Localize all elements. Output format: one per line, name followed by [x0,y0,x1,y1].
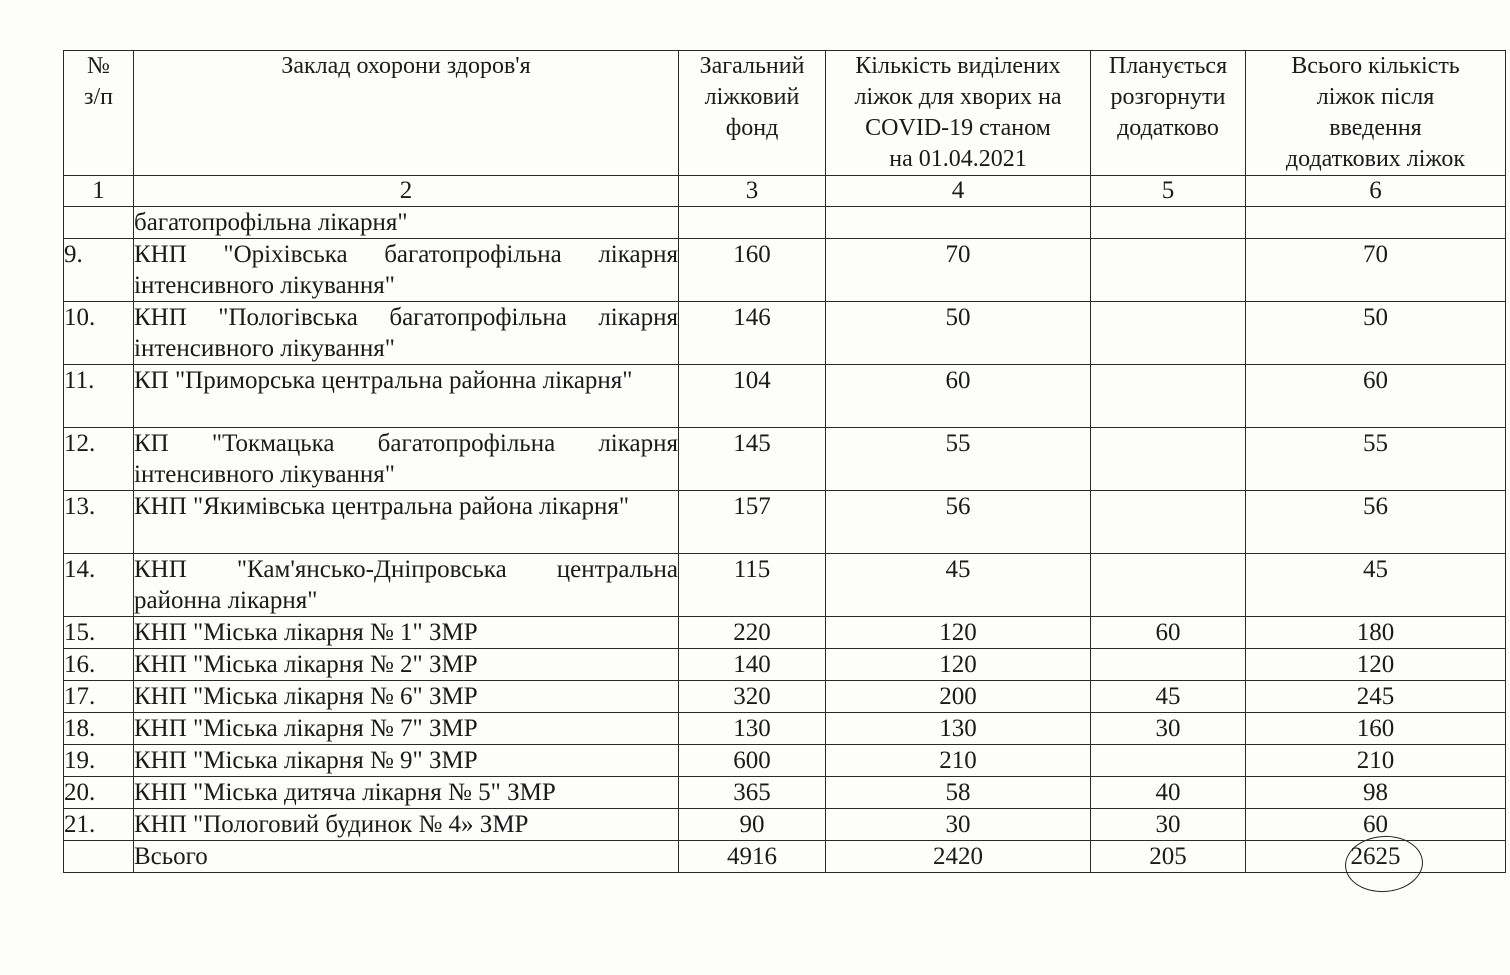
planned-additional: 40 [1091,777,1246,809]
total-fund: 220 [679,617,826,649]
table-row [64,649,1506,681]
planned-additional [1091,554,1246,617]
table-row [64,777,1506,809]
total-fund: 115 [679,554,826,617]
row-number: 16. [64,649,134,681]
planned-additional: 30 [1091,809,1246,841]
facility-name: КП "Приморська центральна районна лікарня" [134,365,679,428]
planned-additional [1091,239,1246,302]
row-number: 20. [64,777,134,809]
beds-after-addition: 98 [1246,777,1506,809]
row-number: 21. [64,809,134,841]
facility-name-continued: багатопрофільна лікарня" [134,207,679,239]
table-row [64,428,1506,491]
covid-beds: 58 [826,777,1091,809]
planned-additional [1091,302,1246,365]
continuation-row [64,207,1506,239]
covid-beds: 70 [826,239,1091,302]
row-number: 13. [64,491,134,554]
beds-after-addition: 210 [1246,745,1506,777]
column-number: 2 [134,176,679,207]
table-row [64,554,1506,617]
total-fund: 600 [679,745,826,777]
header-planned: Планується розгорнути додатково [1091,51,1246,176]
total-fund: 365 [679,777,826,809]
beds-after-addition: 245 [1246,681,1506,713]
covid-beds: 30 [826,809,1091,841]
covid-beds: 130 [826,713,1091,745]
header-facility: Заклад охорони здоров'я [134,51,679,176]
header-after-total: Всього кількість ліжок після введення додаткових ліжок [1246,51,1506,176]
column-number: 4 [826,176,1091,207]
column-number-row [64,176,1506,207]
column-number: 5 [1091,176,1246,207]
covid-beds: 45 [826,554,1091,617]
facility-name: КНП "Міська лікарня № 7" ЗМР [134,713,679,745]
row-number: 15. [64,617,134,649]
planned-additional: 45 [1091,681,1246,713]
planned-additional [1091,491,1246,554]
facility-name: КНП "Міська дитяча лікарня № 5" ЗМР [134,777,679,809]
covid-beds: 210 [826,745,1091,777]
planned-additional: 60 [1091,617,1246,649]
table-row [64,365,1506,428]
row-number: 18. [64,713,134,745]
table-row [64,617,1506,649]
planned-cell [1091,207,1246,239]
beds-after-addition: 120 [1246,649,1506,681]
table-row [64,239,1506,302]
beds-after-addition: 60 [1246,365,1506,428]
hospital-beds-table [63,50,1506,873]
total-row [64,841,1506,873]
total-fund: 157 [679,491,826,554]
covid-beds: 200 [826,681,1091,713]
after-total-cell [1246,207,1506,239]
total-fund-cell [679,207,826,239]
facility-name: КП "Токмацька багатопрофільна лікарня інтенсивного лікування" [134,428,679,491]
facility-name: КНП "Міська лікарня № 2" ЗМР [134,649,679,681]
row-number: 10. [64,302,134,365]
total-fund: 160 [679,239,826,302]
facility-name: КНП "Кам'янсько-Дніпровська центральна районна лікарня" [134,554,679,617]
facility-name: КНП "Пологовий будинок № 4» ЗМР [134,809,679,841]
beds-after-addition: 60 [1246,809,1506,841]
covid-beds: 120 [826,617,1091,649]
table-row [64,745,1506,777]
covid-beds-cell [826,207,1091,239]
facility-name: КНП "Міська лікарня № 9" ЗМР [134,745,679,777]
beds-after-addition: 45 [1246,554,1506,617]
beds-after-addition: 56 [1246,491,1506,554]
total-fund: 104 [679,365,826,428]
row-number-cell [64,207,134,239]
total-fund: 146 [679,302,826,365]
table-row [64,681,1506,713]
total-fund-sum: 4916 [679,841,826,873]
total-fund: 145 [679,428,826,491]
planned-sum: 205 [1091,841,1246,873]
covid-beds: 60 [826,365,1091,428]
planned-additional: 30 [1091,713,1246,745]
row-number: 12. [64,428,134,491]
row-number: 14. [64,554,134,617]
row-number: 11. [64,365,134,428]
planned-additional [1091,745,1246,777]
header-row [64,51,1506,176]
beds-after-addition: 160 [1246,713,1506,745]
total-fund: 140 [679,649,826,681]
total-number-cell [64,841,134,873]
covid-beds: 56 [826,491,1091,554]
planned-additional [1091,365,1246,428]
column-number: 6 [1246,176,1506,207]
total-fund: 130 [679,713,826,745]
beds-after-addition: 50 [1246,302,1506,365]
total-label: Всього [134,841,679,873]
header-number: № з/п [64,51,134,176]
row-number: 9. [64,239,134,302]
planned-additional [1091,649,1246,681]
covid-beds: 55 [826,428,1091,491]
column-number: 3 [679,176,826,207]
row-number: 19. [64,745,134,777]
facility-name: КНП "Пологівська багатопрофільна лікарня інтенсивного лікування" [134,302,679,365]
covid-beds-sum: 2420 [826,841,1091,873]
after-total-sum: 2625 [1246,841,1506,873]
table-row [64,491,1506,554]
table-row [64,302,1506,365]
facility-name: КНП "Оріхівська багатопрофільна лікарня інтенсивного лікування" [134,239,679,302]
beds-after-addition: 55 [1246,428,1506,491]
facility-name: КНП "Міська лікарня № 6" ЗМР [134,681,679,713]
total-fund: 320 [679,681,826,713]
row-number: 17. [64,681,134,713]
table-row [64,713,1506,745]
planned-additional [1091,428,1246,491]
total-fund: 90 [679,809,826,841]
facility-name: КНП "Міська лікарня № 1" ЗМР [134,617,679,649]
covid-beds: 120 [826,649,1091,681]
facility-name: КНП "Якимівська центральна районa лікарня" [134,491,679,554]
covid-beds: 50 [826,302,1091,365]
header-total-fund: Загальний ліжковий фонд [679,51,826,176]
table-row [64,809,1506,841]
column-number: 1 [64,176,134,207]
beds-after-addition: 180 [1246,617,1506,649]
beds-after-addition: 70 [1246,239,1506,302]
header-covid-beds: Кількість виділених ліжок для хворих на COVID-19 станом на 01.04.2021 [826,51,1091,176]
